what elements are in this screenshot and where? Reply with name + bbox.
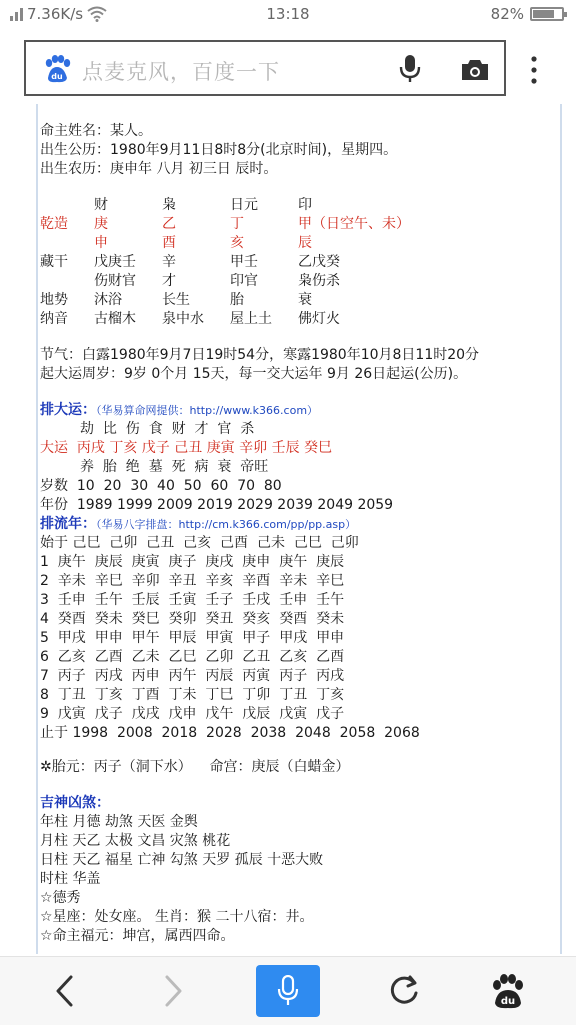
camera-icon[interactable] [460, 58, 490, 82]
refresh-icon[interactable] [380, 967, 428, 1015]
dayun-title: 排大运： [40, 402, 96, 418]
pillar-cang-god: 印官 [230, 273, 258, 289]
pillar-top: 枭 [162, 197, 176, 213]
row-label: 地势 [40, 292, 68, 308]
pillar-cang: 甲壬 [230, 254, 258, 270]
dayun-gods: 劫 比 伤 食 财 才 官 杀 [80, 421, 255, 437]
shensha-title: 吉神凶煞： [40, 795, 110, 811]
dayun-values: 丙戌 丁亥 戊子 己丑 庚寅 辛卯 壬辰 癸巳 [76, 440, 333, 456]
liunian-header [40, 515, 356, 534]
shensha-row: ☆命主福元：坤宫，属西四命。 [40, 928, 235, 944]
dayun-row [40, 439, 332, 457]
liunian-row: 6 乙亥 乙酉 乙未 乙巳 乙卯 乙丑 乙亥 乙酉 [40, 649, 345, 665]
liunian-row: 7 丙子 丙戌 丙申 丙午 丙辰 丙寅 丙子 丙戌 [40, 668, 345, 684]
pillar-cang-god: 伤财官 [94, 273, 136, 289]
svg-text:du: du [51, 72, 63, 81]
liunian-row: 5 甲戌 甲申 甲午 甲辰 甲寅 甲子 甲戌 甲申 [40, 630, 345, 646]
liunian-row: 3 壬申 壬午 壬辰 壬寅 壬子 壬戌 壬申 壬午 [40, 592, 345, 608]
pillar-nayin: 屋上土 [230, 311, 272, 327]
liunian-row: 始于 己巳 己卯 己丑 己亥 己酉 己未 己巳 己卯 [40, 535, 359, 551]
svg-text:du: du [500, 996, 516, 1007]
liunian-row: 9 戊寅 戊子 戊戌 戊申 戊午 戊辰 戊寅 戊子 [40, 706, 345, 722]
back-icon[interactable] [42, 967, 90, 1015]
liunian-row: 4 癸酉 癸未 癸巳 癸卯 癸丑 癸亥 癸酉 癸未 [40, 611, 345, 627]
qiyun-line: 起大运周岁：9岁 0个月 15天，每一交大运年 9月 26日起运(公历)。 [40, 366, 468, 382]
battery-fill [533, 10, 554, 18]
dayun-ages: 岁数 10 20 30 40 50 60 70 80 [40, 478, 282, 494]
pillar-cang-god: 才 [162, 273, 176, 289]
pillar-cang: 乙戊癸 [298, 254, 340, 270]
row-label: 藏干 [40, 254, 68, 270]
shensha-row: 时柱 华盖 [40, 871, 101, 887]
shensha-row: ☆德秀 [40, 890, 81, 906]
liunian-row: 1 庚午 庚辰 庚寅 庚子 庚戌 庚申 庚午 庚辰 [40, 554, 345, 570]
more-icon[interactable] [530, 56, 538, 84]
pillar-dishi: 胎 [230, 292, 244, 308]
mic-icon[interactable] [398, 54, 422, 84]
forward-icon[interactable] [148, 967, 196, 1015]
pillar-stem: 丁 [230, 216, 244, 232]
pillar-branch: 辰 [298, 235, 312, 251]
pillar-nayin: 泉中水 [162, 311, 204, 327]
bottom-nav [0, 956, 576, 1025]
search-input[interactable]: 点麦克风，百度一下 [82, 60, 280, 84]
birth-solar: 出生公历：1980年9月11日8时8分(北京时间)，星期四。 [40, 142, 398, 158]
pillar-stem: 庚 [94, 216, 108, 232]
network-speed: 7.36K/s [27, 5, 84, 23]
left-border [36, 104, 38, 954]
dayun-label: 大运 [40, 440, 68, 456]
status-time: 13:18 [266, 5, 310, 23]
pillar-cang: 戊庚壬 [94, 254, 136, 270]
jieqi-line: 节气：白露1980年9月7日19时54分，寒露1980年10月8日11时20分 [40, 347, 480, 363]
pillar-top: 印 [298, 197, 312, 213]
pillar-dishi: 沐浴 [94, 292, 122, 308]
liunian-row: 2 辛未 辛巳 辛卯 辛丑 辛亥 辛酉 辛未 辛巳 [40, 573, 345, 589]
liunian-source-link[interactable]: （华易八字排盘：http://cm.k366.com/pp/pp.asp） [96, 518, 357, 531]
pillar-cang-god: 枭伤杀 [298, 273, 340, 289]
owner-name: 命主姓名：某人。 [40, 123, 152, 139]
shensha-row: ☆星座：处女座。 生肖：猴 二十八宿：井。 [40, 909, 314, 925]
search-bar[interactable] [24, 40, 506, 96]
status-bar [0, 0, 576, 30]
dayun-states: 养 胎 绝 墓 死 病 衰 帝旺 [80, 459, 269, 475]
birth-lunar: 出生农历：庚申年 八月 初三日 辰时。 [40, 161, 278, 177]
pillar-branch: 酉 [162, 235, 176, 251]
status-right [491, 5, 564, 23]
pillar-cang: 辛 [162, 254, 176, 270]
row-label: 纳音 [40, 311, 68, 327]
battery-percent: 82% [490, 5, 524, 23]
liunian-title: 排流年： [40, 516, 96, 532]
baidu-paw-icon [42, 54, 72, 84]
pillar-branch: 申 [94, 235, 108, 251]
pillar-dishi: 衰 [298, 292, 312, 308]
page-content [0, 104, 576, 954]
pillar-nayin: 古榴木 [94, 311, 136, 327]
pillar-top: 财 [94, 197, 108, 213]
voice-icon [276, 975, 300, 1007]
dayun-source-link[interactable]: （华易算命网提供：http://www.k366.com） [96, 404, 319, 417]
pillar-top: 日元 [230, 197, 258, 213]
taiyuan-line: ✲胎元：丙子（洞下水） 命宫：庚辰（白蜡金） [40, 759, 350, 775]
pillar-stem: 甲（日空午、未） [298, 216, 410, 232]
liunian-row: 8 丁丑 丁亥 丁酉 丁未 丁巳 丁卯 丁丑 丁亥 [40, 687, 345, 703]
pillar-branch: 亥 [230, 235, 244, 251]
dayun-header [40, 401, 318, 420]
shensha-row: 月柱 天乙 太极 文昌 灾煞 桃花 [40, 833, 231, 849]
shensha-row: 年柱 月德 劫煞 天医 金舆 [40, 814, 198, 830]
dayun-years: 年份 1989 1999 2009 2019 2029 2039 2049 2059 [40, 497, 394, 513]
pillar-nayin: 佛灯火 [298, 311, 340, 327]
liunian-row: 止于 1998 2008 2018 2028 2038 2048 2058 2068 [40, 725, 420, 741]
battery-icon [530, 7, 564, 21]
pillar-dishi: 长生 [162, 292, 190, 308]
right-border [560, 104, 562, 954]
shensha-row: 日柱 天乙 福星 亡神 勾煞 天罗 孤辰 十恶大败 [40, 852, 324, 868]
voice-search-button[interactable] [256, 965, 320, 1017]
baidu-home-icon[interactable] [484, 967, 532, 1015]
row-label: 乾造 [40, 216, 68, 232]
pillar-stem: 乙 [162, 216, 176, 232]
